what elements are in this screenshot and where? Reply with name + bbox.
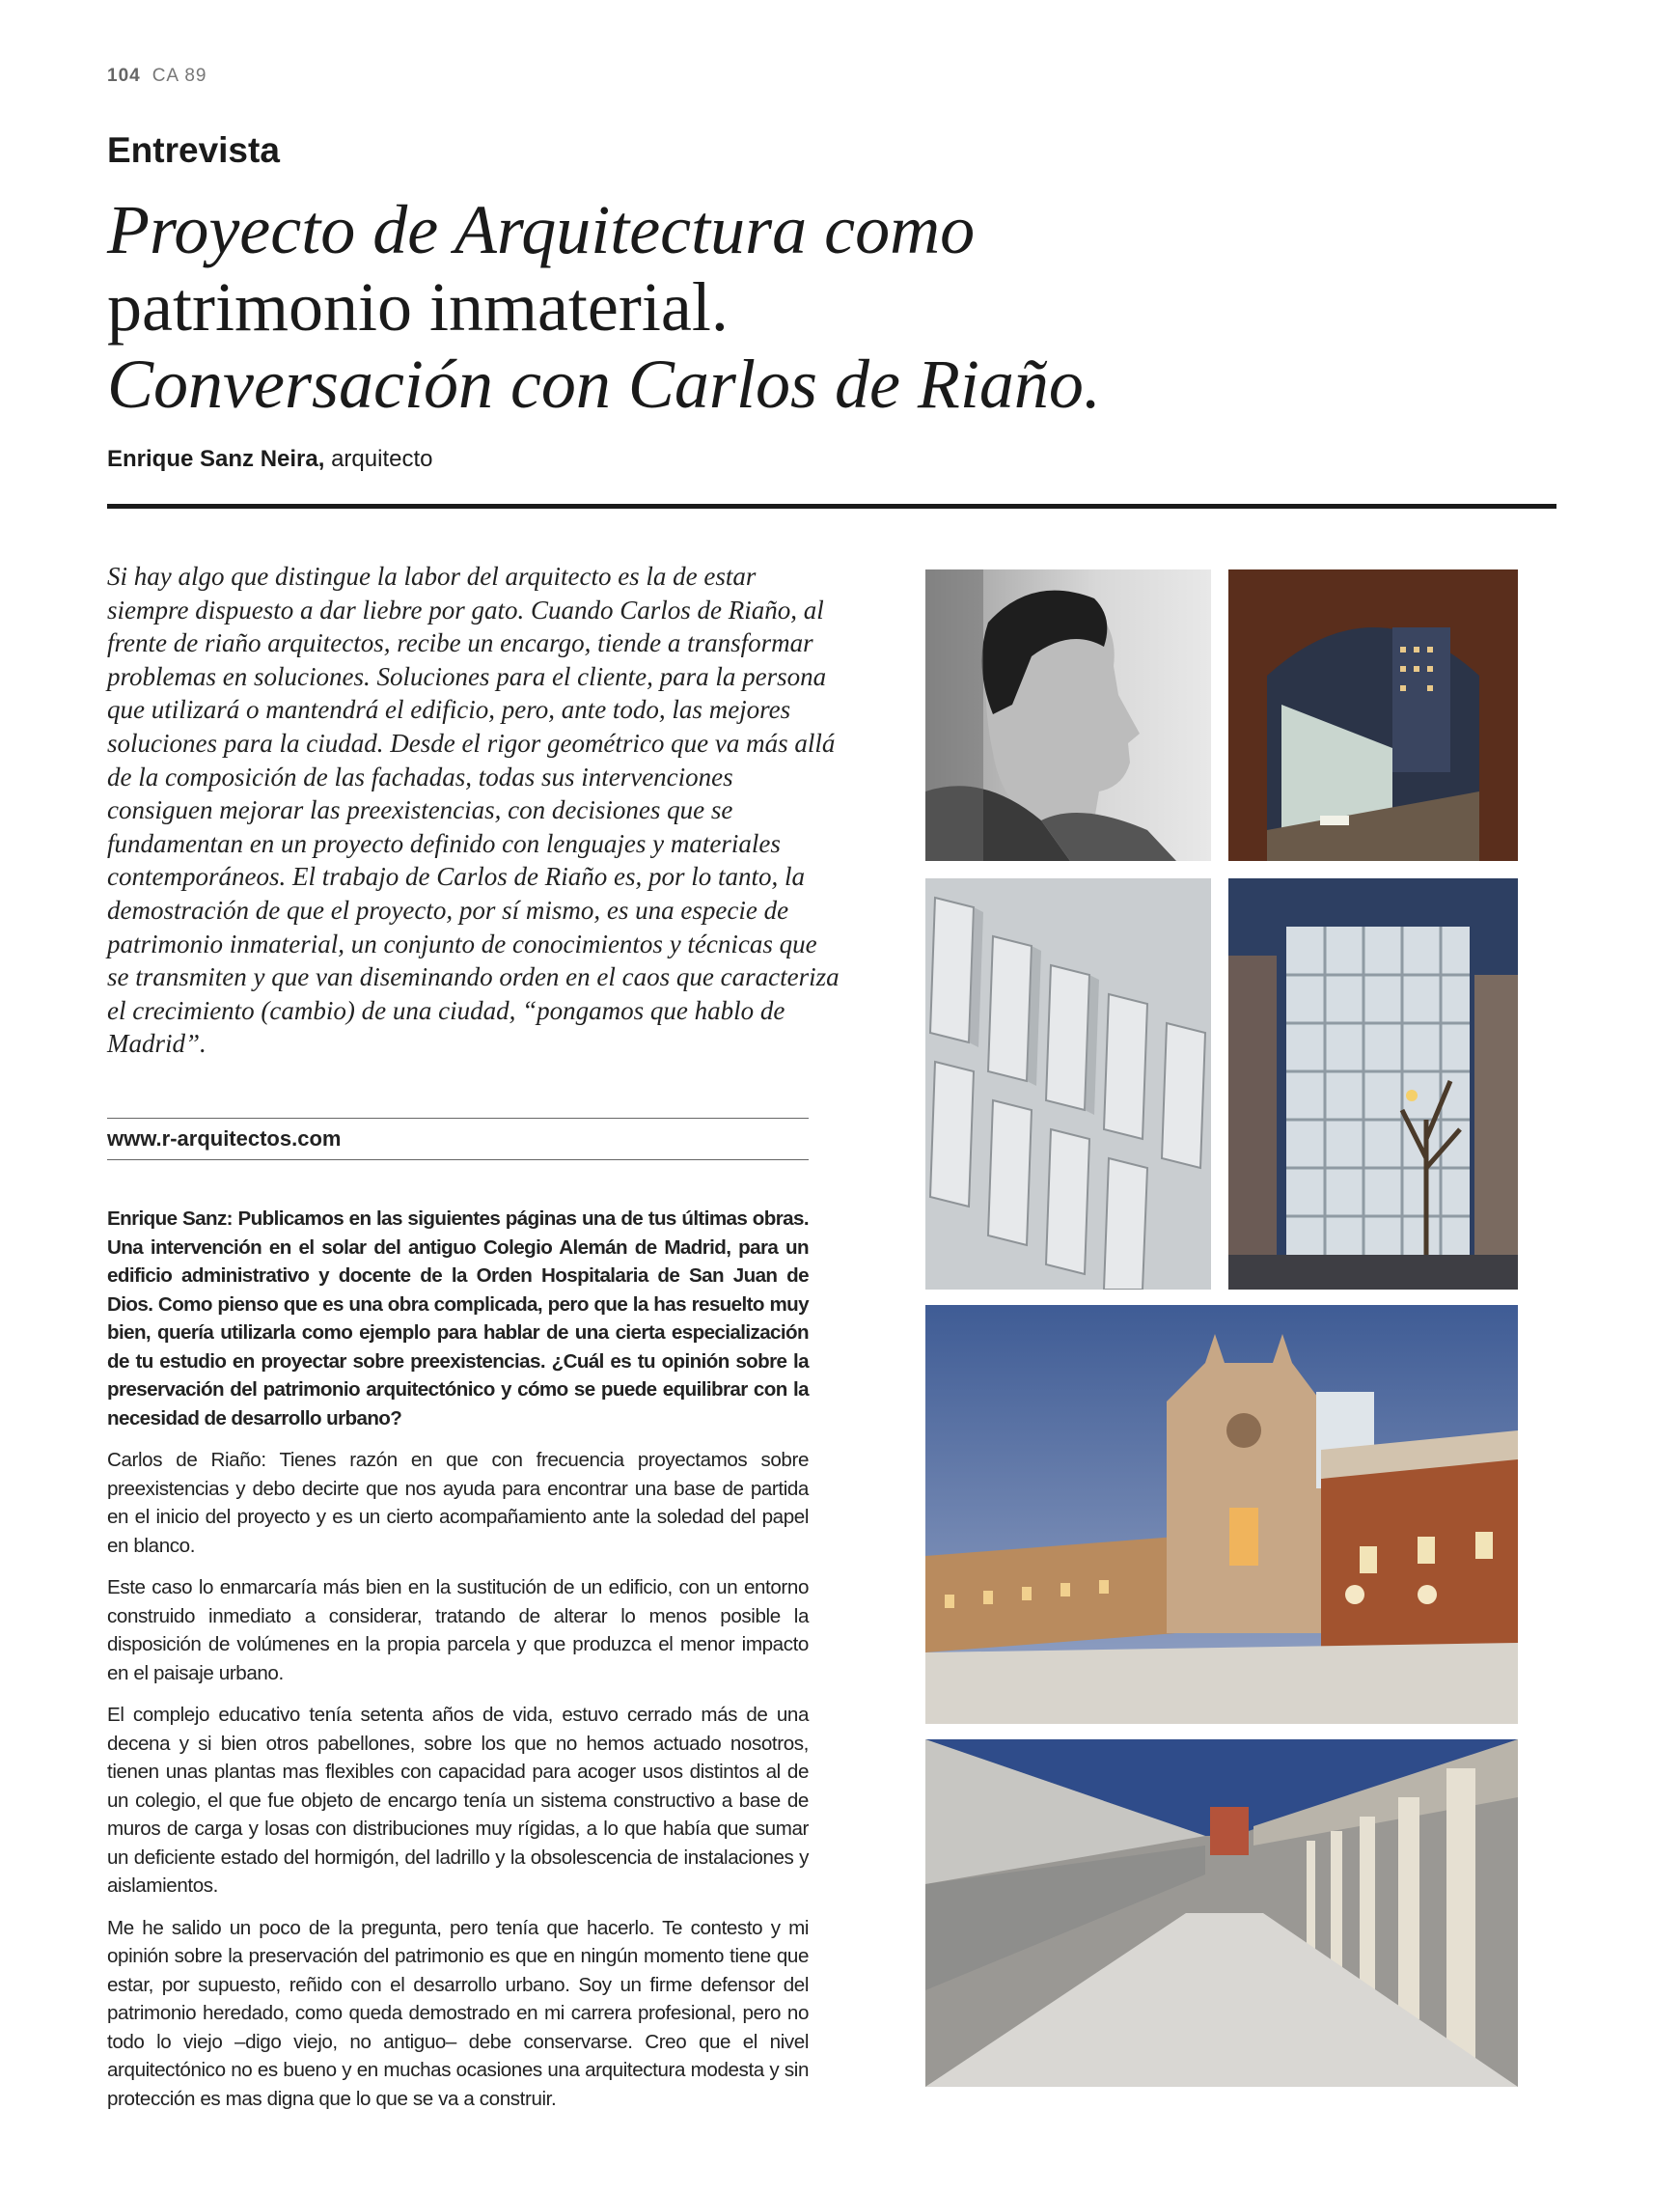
answer-paragraph-3: El complejo educativo tenía setenta años de vida, estuvo cerrado más de una decena y si bien otros pabellones, sobre los que no hemos actuado nosotros, tienen unas plantas mas flexibles con capacidad para acoger usos distintos al de un colegio, el que fue objeto de encargo tenía un sistema constructivo a base de muros de carga y losas con distribuciones muy rígidas, a lo que había que sumar un deficiente estado del hormigón, del ladrillo y la obsolescencia de instalaciones y aislamientos. bbox=[107, 1704, 809, 1897]
answer-paragraph-1: Carlos de Riaño: Tienes razón en que con frecuencia proyectamos sobre preexistencias y debo decirte que nos ayuda para encontrar una base de partida en el inicio del proyecto y es un cierto acompañamiento ante la soledad del papel en blanco. bbox=[107, 1449, 809, 1557]
heading-rule bbox=[107, 504, 1556, 509]
intro-paragraph: Si hay algo que distingue la labor del arquitecto es la de estar siempre dispuesto a dar liebre por gato. Cuando Carlos de Riaño, al frente de riaño arquitectos, recibe un encargo, tiende a transformar problemas en soluciones. Soluciones para el cliente, para la persona que utilizará o mantendrá el edificio, pero, ante todo, las mejores soluciones para la ciudad. Desde el rigor geométrico que va más allá de la composición de las fachadas, todas sus intervenciones consiguen mejorar las preexistencias, con decisiones que se fundamentan en un proyecto definido con lenguajes y materiales contemporáneos. El trabajo de Carlos de Riaño es, por lo tanto, la demostración de que el proyecto, por sí mismo, es una especie de patrimonio inmaterial, un conjunto de conocimientos y técnicas que se transmiten y que van diseminando orden en el caos que caracteriza el crecimiento (cambio) de una ciudad, “pongamos que hablo de Madrid”. bbox=[107, 562, 840, 1059]
title-line-3: Conversación con Carlos de Riaño. bbox=[107, 346, 1101, 423]
portrait-photo bbox=[925, 569, 1211, 861]
byline bbox=[107, 446, 432, 473]
archway-night-photo bbox=[1228, 569, 1518, 861]
interview-body bbox=[107, 1205, 809, 2126]
url-rule-bottom bbox=[107, 1159, 809, 1160]
page-folio bbox=[107, 66, 207, 87]
answer-paragraph-4: Me he salido un poco de la pregunta, pero tenía que hacerlo. Te contesto y mi opinión sobre la preservación del patrimonio es que en ningún momento tiene que estar, por supuesto, reñido con el desarrollo urbano. Soy un firme defensor del patrimonio heredado, como queda demostrado en mi carrera profesional, pero no todo lo viejo –digo viejo, no antiguo– debe conservarse. Creo que el nivel arquitectónico no es bueno y en muchas ocasiones una arquitectura modesta y sin protección es mas digna que lo que se va a construir. bbox=[107, 1916, 809, 2110]
title-line-2: patrimonio inmaterial. bbox=[107, 268, 729, 346]
page-number: 104 bbox=[107, 66, 141, 86]
church-courtyard-photo bbox=[925, 1305, 1518, 1724]
section-heading: Entrevista bbox=[107, 130, 280, 170]
url-rule-top bbox=[107, 1118, 809, 1119]
colonnade-corridor-photo bbox=[925, 1739, 1518, 2087]
issue-label: CA 89 bbox=[151, 66, 207, 86]
author-role: arquitecto bbox=[324, 446, 433, 472]
glass-building-photo bbox=[1228, 878, 1518, 1290]
article-title bbox=[107, 191, 1265, 423]
interview-question: Enrique Sanz: Publicamos en las siguientes páginas una de tus últimas obras. Una intervención en el solar del antiguo Colegio Alemán de Madrid, para un edificio administrativo y docente de la Orden Hospitalaria de San Juan de Dios. Como pienso que es una obra complicada, pero que la has resuelto muy bien, quería utilizarla como ejemplo para hablar de una cierta especialización de tu estudio en proyectar sobre preexistencias. ¿Cuál es tu opinión sobre la preservación del patrimonio arquitectónico y cómo se puede equilibrar con la necesidad de desarrollo urbano? bbox=[107, 1208, 809, 1430]
title-line-1: Proyecto de Arquitectura como bbox=[107, 191, 976, 268]
website-link[interactable]: www.r-arquitectos.com bbox=[107, 1126, 342, 1151]
answer-paragraph-2: Este caso lo enmarcaría más bien en la sustitución de un edificio, con un entorno construido inmediato a considerar, tratando de alterar lo menos posible la disposición de volúmenes en la propia parcela y que produzca el menor impacto en el paisaje urbano. bbox=[107, 1576, 809, 1684]
author-name: Enrique Sanz Neira, bbox=[107, 446, 325, 472]
facade-detail-photo bbox=[925, 878, 1211, 1290]
